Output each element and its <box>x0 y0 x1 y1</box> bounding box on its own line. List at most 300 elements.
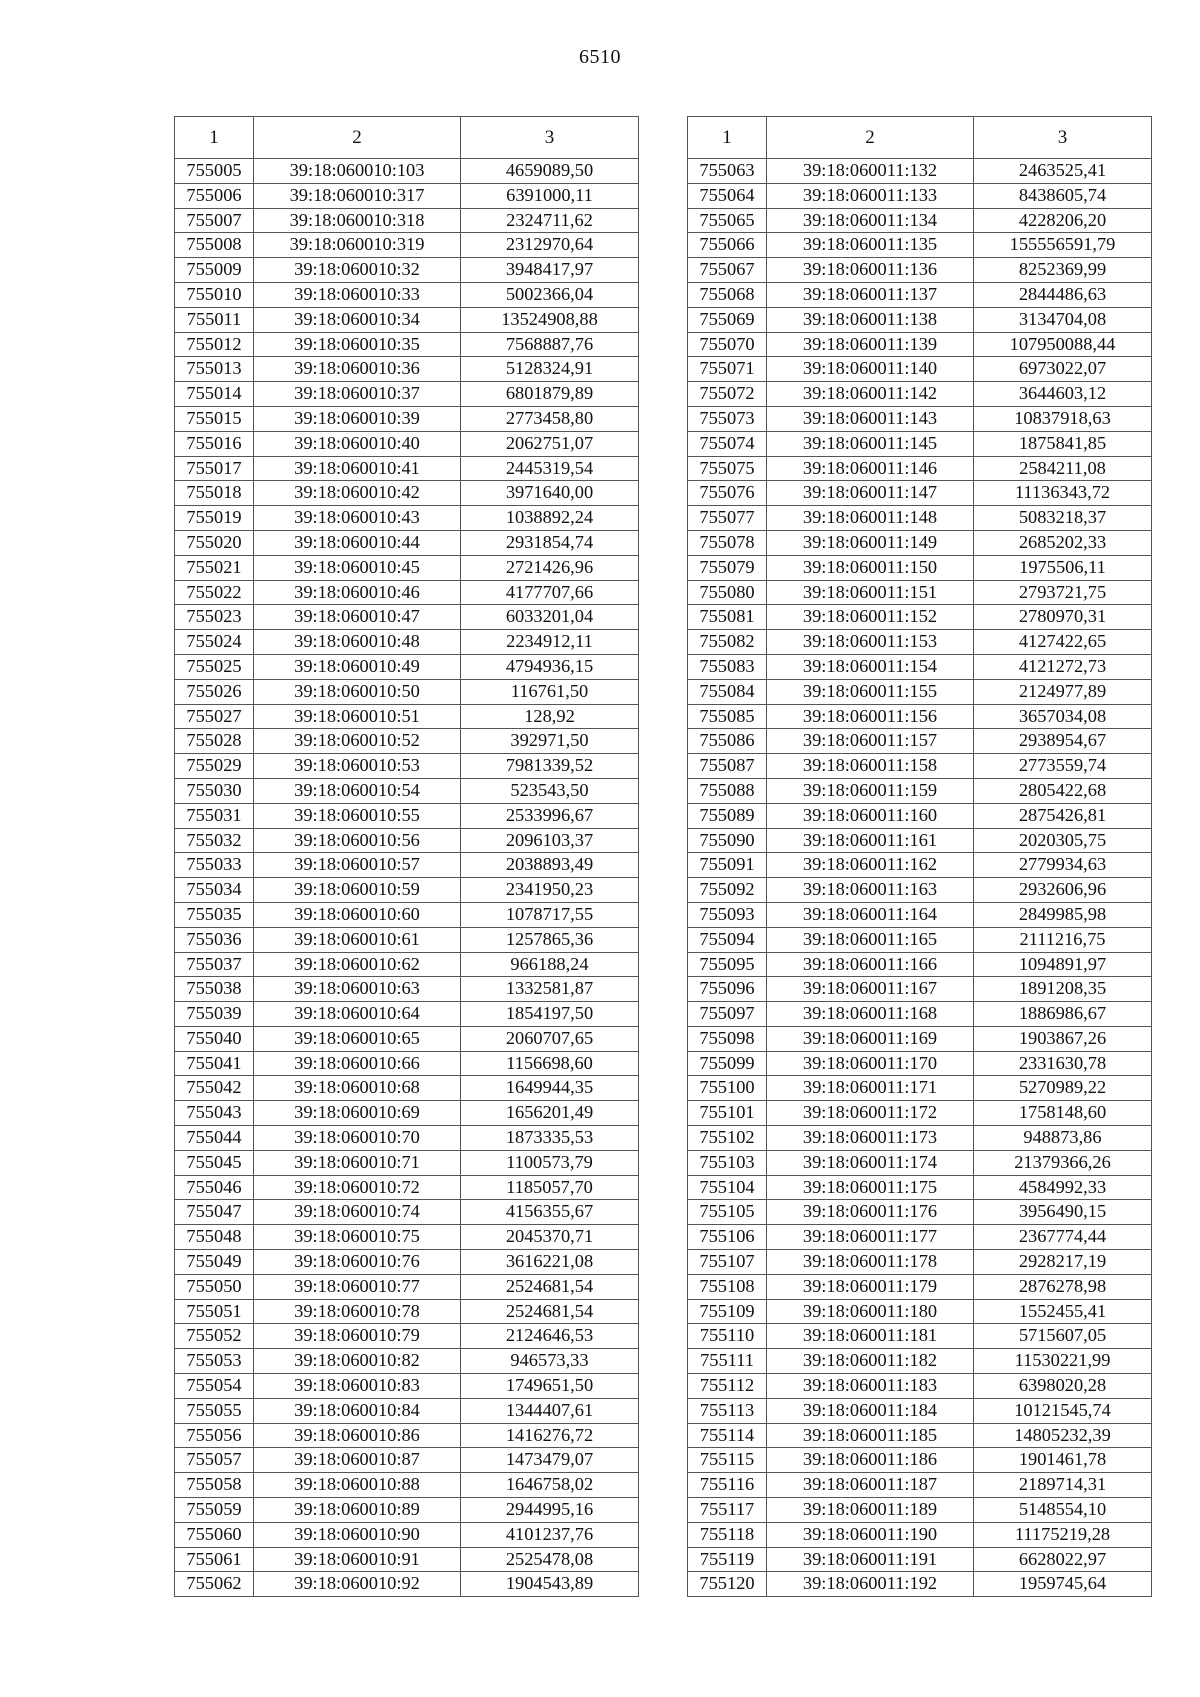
table-row <box>175 282 639 307</box>
value-cell: 3616221,08 <box>461 1250 639 1275</box>
table-row <box>175 1200 639 1225</box>
table-row <box>175 1002 639 1027</box>
value-cell: 155556591,79 <box>974 233 1152 258</box>
value-cell: 2685202,33 <box>974 530 1152 555</box>
value-cell: 1873335,53 <box>461 1126 639 1151</box>
cadastral-number-cell: 39:18:060010:57 <box>254 853 461 878</box>
table-row <box>175 1126 639 1151</box>
cadastral-number-cell: 39:18:060011:190 <box>767 1522 974 1547</box>
value-cell: 2773458,80 <box>461 406 639 431</box>
value-cell: 1758148,60 <box>974 1101 1152 1126</box>
value-cell: 1156698,60 <box>461 1051 639 1076</box>
value-cell: 4228206,20 <box>974 208 1152 233</box>
table-row <box>688 159 1152 184</box>
table-row <box>175 1175 639 1200</box>
row-number-cell: 755040 <box>175 1026 254 1051</box>
cadastral-number-cell: 39:18:060010:51 <box>254 704 461 729</box>
cadastral-number-cell: 39:18:060010:49 <box>254 654 461 679</box>
table-row <box>175 977 639 1002</box>
row-number-cell: 755032 <box>175 828 254 853</box>
value-cell: 1886986,67 <box>974 1002 1152 1027</box>
value-cell: 3134704,08 <box>974 307 1152 332</box>
table-row <box>688 307 1152 332</box>
table-row <box>175 1225 639 1250</box>
table-row <box>688 555 1152 580</box>
value-cell: 1904543,89 <box>461 1572 639 1597</box>
left-table-body <box>175 159 639 1597</box>
cadastral-number-cell: 39:18:060010:35 <box>254 332 461 357</box>
value-cell: 946573,33 <box>461 1349 639 1374</box>
value-cell: 2844486,63 <box>974 282 1152 307</box>
column-header: 2 <box>767 117 974 159</box>
cadastral-number-cell: 39:18:060011:139 <box>767 332 974 357</box>
left-table <box>174 116 639 1597</box>
table-row <box>175 630 639 655</box>
table-row <box>688 828 1152 853</box>
cadastral-number-cell: 39:18:060011:165 <box>767 927 974 952</box>
row-number-cell: 755042 <box>175 1076 254 1101</box>
cadastral-number-cell: 39:18:060011:154 <box>767 654 974 679</box>
row-number-cell: 755061 <box>175 1547 254 1572</box>
cadastral-number-cell: 39:18:060011:186 <box>767 1448 974 1473</box>
row-number-cell: 755113 <box>688 1398 767 1423</box>
table-row <box>688 1349 1152 1374</box>
cadastral-number-cell: 39:18:060011:170 <box>767 1051 974 1076</box>
table-row <box>688 481 1152 506</box>
cadastral-number-cell: 39:18:060011:151 <box>767 580 974 605</box>
row-number-cell: 755031 <box>175 803 254 828</box>
cadastral-number-cell: 39:18:060010:90 <box>254 1522 461 1547</box>
value-cell: 1901461,78 <box>974 1448 1152 1473</box>
value-cell: 4659089,50 <box>461 159 639 184</box>
row-number-cell: 755024 <box>175 630 254 655</box>
row-number-cell: 755097 <box>688 1002 767 1027</box>
value-cell: 3971640,00 <box>461 481 639 506</box>
cadastral-number-cell: 39:18:060010:40 <box>254 431 461 456</box>
row-number-cell: 755029 <box>175 754 254 779</box>
value-cell: 1891208,35 <box>974 977 1152 1002</box>
value-cell: 1473479,07 <box>461 1448 639 1473</box>
row-number-cell: 755033 <box>175 853 254 878</box>
table-row <box>688 357 1152 382</box>
table-row <box>688 506 1152 531</box>
table-row <box>688 1101 1152 1126</box>
row-number-cell: 755047 <box>175 1200 254 1225</box>
value-cell: 5083218,37 <box>974 506 1152 531</box>
row-number-cell: 755093 <box>688 902 767 927</box>
left-table-header <box>175 117 639 159</box>
value-cell: 1038892,24 <box>461 506 639 531</box>
value-cell: 6801879,89 <box>461 382 639 407</box>
table-row <box>688 258 1152 283</box>
value-cell: 3657034,08 <box>974 704 1152 729</box>
table-row <box>175 530 639 555</box>
table-row <box>175 208 639 233</box>
cadastral-number-cell: 39:18:060011:174 <box>767 1150 974 1175</box>
row-number-cell: 755035 <box>175 902 254 927</box>
table-row <box>688 754 1152 779</box>
value-cell: 2234912,11 <box>461 630 639 655</box>
row-number-cell: 755050 <box>175 1274 254 1299</box>
row-number-cell: 755065 <box>688 208 767 233</box>
row-number-cell: 755098 <box>688 1026 767 1051</box>
table-row <box>688 431 1152 456</box>
cadastral-number-cell: 39:18:060010:89 <box>254 1498 461 1523</box>
value-cell: 1854197,50 <box>461 1002 639 1027</box>
row-number-cell: 755110 <box>688 1324 767 1349</box>
cadastral-number-cell: 39:18:060011:135 <box>767 233 974 258</box>
row-number-cell: 755011 <box>175 307 254 332</box>
value-cell: 11530221,99 <box>974 1349 1152 1374</box>
table-row <box>688 630 1152 655</box>
cadastral-number-cell: 39:18:060011:182 <box>767 1349 974 1374</box>
row-number-cell: 755009 <box>175 258 254 283</box>
cadastral-number-cell: 39:18:060010:65 <box>254 1026 461 1051</box>
cadastral-number-cell: 39:18:060011:153 <box>767 630 974 655</box>
table-row <box>175 406 639 431</box>
row-number-cell: 755087 <box>688 754 767 779</box>
cadastral-number-cell: 39:18:060010:91 <box>254 1547 461 1572</box>
row-number-cell: 755043 <box>175 1101 254 1126</box>
table-row <box>688 530 1152 555</box>
cadastral-number-cell: 39:18:060011:181 <box>767 1324 974 1349</box>
value-cell: 1656201,49 <box>461 1101 639 1126</box>
cadastral-number-cell: 39:18:060010:88 <box>254 1473 461 1498</box>
value-cell: 13524908,88 <box>461 307 639 332</box>
value-cell: 5128324,91 <box>461 357 639 382</box>
row-number-cell: 755056 <box>175 1423 254 1448</box>
row-number-cell: 755057 <box>175 1448 254 1473</box>
value-cell: 21379366,26 <box>974 1150 1152 1175</box>
cadastral-number-cell: 39:18:060011:136 <box>767 258 974 283</box>
value-cell: 1416276,72 <box>461 1423 639 1448</box>
value-cell: 1100573,79 <box>461 1150 639 1175</box>
row-number-cell: 755025 <box>175 654 254 679</box>
cadastral-number-cell: 39:18:060010:50 <box>254 679 461 704</box>
cadastral-number-cell: 39:18:060011:191 <box>767 1547 974 1572</box>
table-row <box>175 1299 639 1324</box>
table-row <box>688 704 1152 729</box>
row-number-cell: 755119 <box>688 1547 767 1572</box>
row-number-cell: 755069 <box>688 307 767 332</box>
value-cell: 11175219,28 <box>974 1522 1152 1547</box>
row-number-cell: 755045 <box>175 1150 254 1175</box>
table-row <box>688 1150 1152 1175</box>
row-number-cell: 755026 <box>175 679 254 704</box>
cadastral-number-cell: 39:18:060010:70 <box>254 1126 461 1151</box>
cadastral-number-cell: 39:18:060011:184 <box>767 1398 974 1423</box>
table-row <box>175 1349 639 1374</box>
table-row <box>688 952 1152 977</box>
table-row <box>175 506 639 531</box>
cadastral-number-cell: 39:18:060011:147 <box>767 481 974 506</box>
cadastral-number-cell: 39:18:060010:66 <box>254 1051 461 1076</box>
cadastral-number-cell: 39:18:060010:317 <box>254 183 461 208</box>
row-number-cell: 755102 <box>688 1126 767 1151</box>
cadastral-number-cell: 39:18:060011:160 <box>767 803 974 828</box>
value-cell: 5002366,04 <box>461 282 639 307</box>
row-number-cell: 755015 <box>175 406 254 431</box>
value-cell: 2062751,07 <box>461 431 639 456</box>
table-row <box>175 853 639 878</box>
row-number-cell: 755016 <box>175 431 254 456</box>
cadastral-number-cell: 39:18:060011:134 <box>767 208 974 233</box>
value-cell: 8252369,99 <box>974 258 1152 283</box>
table-row <box>688 1026 1152 1051</box>
value-cell: 1344407,61 <box>461 1398 639 1423</box>
table-row <box>175 1324 639 1349</box>
value-cell: 2096103,37 <box>461 828 639 853</box>
table-row <box>175 1026 639 1051</box>
value-cell: 7981339,52 <box>461 754 639 779</box>
table-row <box>175 1547 639 1572</box>
value-cell: 2773559,74 <box>974 754 1152 779</box>
value-cell: 2533996,67 <box>461 803 639 828</box>
row-number-cell: 755021 <box>175 555 254 580</box>
table-row <box>175 803 639 828</box>
value-cell: 2849985,98 <box>974 902 1152 927</box>
row-number-cell: 755019 <box>175 506 254 531</box>
row-number-cell: 755080 <box>688 580 767 605</box>
cadastral-number-cell: 39:18:060010:63 <box>254 977 461 1002</box>
value-cell: 948873,86 <box>974 1126 1152 1151</box>
table-row <box>175 1101 639 1126</box>
table-row <box>688 1299 1152 1324</box>
row-number-cell: 755037 <box>175 952 254 977</box>
row-number-cell: 755091 <box>688 853 767 878</box>
row-number-cell: 755013 <box>175 357 254 382</box>
row-number-cell: 755010 <box>175 282 254 307</box>
cadastral-number-cell: 39:18:060011:173 <box>767 1126 974 1151</box>
value-cell: 11136343,72 <box>974 481 1152 506</box>
column-header: 1 <box>688 117 767 159</box>
cadastral-number-cell: 39:18:060011:175 <box>767 1175 974 1200</box>
value-cell: 2124977,89 <box>974 679 1152 704</box>
cadastral-number-cell: 39:18:060010:55 <box>254 803 461 828</box>
value-cell: 4121272,73 <box>974 654 1152 679</box>
value-cell: 2931854,74 <box>461 530 639 555</box>
cadastral-number-cell: 39:18:060011:183 <box>767 1374 974 1399</box>
row-number-cell: 755038 <box>175 977 254 1002</box>
row-number-cell: 755108 <box>688 1274 767 1299</box>
row-number-cell: 755081 <box>688 605 767 630</box>
table-row <box>688 927 1152 952</box>
row-number-cell: 755114 <box>688 1423 767 1448</box>
cadastral-number-cell: 39:18:060011:167 <box>767 977 974 1002</box>
cadastral-number-cell: 39:18:060010:87 <box>254 1448 461 1473</box>
value-cell: 2020305,75 <box>974 828 1152 853</box>
table-row <box>688 778 1152 803</box>
row-number-cell: 755103 <box>688 1150 767 1175</box>
value-cell: 2111216,75 <box>974 927 1152 952</box>
row-number-cell: 755063 <box>688 159 767 184</box>
value-cell: 4177707,66 <box>461 580 639 605</box>
value-cell: 116761,50 <box>461 679 639 704</box>
table-row <box>688 406 1152 431</box>
table-row <box>688 1572 1152 1597</box>
row-number-cell: 755070 <box>688 332 767 357</box>
row-number-cell: 755008 <box>175 233 254 258</box>
column-header: 3 <box>974 117 1152 159</box>
value-cell: 2324711,62 <box>461 208 639 233</box>
value-cell: 10121545,74 <box>974 1398 1152 1423</box>
cadastral-number-cell: 39:18:060011:149 <box>767 530 974 555</box>
cadastral-number-cell: 39:18:060010:32 <box>254 258 461 283</box>
table-row <box>175 952 639 977</box>
cadastral-number-cell: 39:18:060011:172 <box>767 1101 974 1126</box>
value-cell: 3948417,97 <box>461 258 639 283</box>
value-cell: 2124646,53 <box>461 1324 639 1349</box>
table-row <box>688 1547 1152 1572</box>
cadastral-number-cell: 39:18:060010:84 <box>254 1398 461 1423</box>
row-number-cell: 755092 <box>688 878 767 903</box>
value-cell: 2938954,67 <box>974 729 1152 754</box>
table-row <box>175 902 639 927</box>
cadastral-number-cell: 39:18:060011:138 <box>767 307 974 332</box>
table-row <box>688 1324 1152 1349</box>
cadastral-number-cell: 39:18:060010:54 <box>254 778 461 803</box>
value-cell: 6628022,97 <box>974 1547 1152 1572</box>
cadastral-number-cell: 39:18:060011:169 <box>767 1026 974 1051</box>
cadastral-number-cell: 39:18:060011:155 <box>767 679 974 704</box>
row-number-cell: 755105 <box>688 1200 767 1225</box>
table-row <box>175 1423 639 1448</box>
table-row <box>175 357 639 382</box>
value-cell: 2584211,08 <box>974 456 1152 481</box>
table-row <box>688 580 1152 605</box>
row-number-cell: 755106 <box>688 1225 767 1250</box>
value-cell: 4101237,76 <box>461 1522 639 1547</box>
cadastral-number-cell: 39:18:060011:152 <box>767 605 974 630</box>
table-row <box>688 332 1152 357</box>
value-cell: 128,92 <box>461 704 639 729</box>
cadastral-number-cell: 39:18:060010:64 <box>254 1002 461 1027</box>
table-row <box>175 1274 639 1299</box>
cadastral-number-cell: 39:18:060010:47 <box>254 605 461 630</box>
row-number-cell: 755022 <box>175 580 254 605</box>
cadastral-number-cell: 39:18:060011:163 <box>767 878 974 903</box>
row-number-cell: 755020 <box>175 530 254 555</box>
column-header: 2 <box>254 117 461 159</box>
table-row <box>175 481 639 506</box>
row-number-cell: 755072 <box>688 382 767 407</box>
value-cell: 2060707,65 <box>461 1026 639 1051</box>
table-row <box>175 1572 639 1597</box>
cadastral-number-cell: 39:18:060010:33 <box>254 282 461 307</box>
cadastral-number-cell: 39:18:060011:158 <box>767 754 974 779</box>
row-number-cell: 755053 <box>175 1349 254 1374</box>
row-number-cell: 755017 <box>175 456 254 481</box>
value-cell: 3956490,15 <box>974 1200 1152 1225</box>
value-cell: 966188,24 <box>461 952 639 977</box>
cadastral-number-cell: 39:18:060011:162 <box>767 853 974 878</box>
value-cell: 7568887,76 <box>461 332 639 357</box>
value-cell: 10837918,63 <box>974 406 1152 431</box>
cadastral-number-cell: 39:18:060010:45 <box>254 555 461 580</box>
row-number-cell: 755085 <box>688 704 767 729</box>
cadastral-number-cell: 39:18:060011:180 <box>767 1299 974 1324</box>
row-number-cell: 755115 <box>688 1448 767 1473</box>
row-number-cell: 755075 <box>688 456 767 481</box>
value-cell: 392971,50 <box>461 729 639 754</box>
cadastral-number-cell: 39:18:060011:157 <box>767 729 974 754</box>
row-number-cell: 755082 <box>688 630 767 655</box>
cadastral-number-cell: 39:18:060011:176 <box>767 1200 974 1225</box>
row-number-cell: 755096 <box>688 977 767 1002</box>
table-row <box>688 208 1152 233</box>
value-cell: 1332581,87 <box>461 977 639 1002</box>
table-row <box>175 878 639 903</box>
table-row <box>175 778 639 803</box>
row-number-cell: 755089 <box>688 803 767 828</box>
table-row <box>175 382 639 407</box>
table-row <box>175 580 639 605</box>
value-cell: 1552455,41 <box>974 1299 1152 1324</box>
row-number-cell: 755104 <box>688 1175 767 1200</box>
value-cell: 2445319,54 <box>461 456 639 481</box>
value-cell: 2793721,75 <box>974 580 1152 605</box>
table-row <box>175 654 639 679</box>
value-cell: 2805422,68 <box>974 778 1152 803</box>
table-row <box>688 1398 1152 1423</box>
value-cell: 6973022,07 <box>974 357 1152 382</box>
cadastral-number-cell: 39:18:060010:75 <box>254 1225 461 1250</box>
table-row <box>688 1498 1152 1523</box>
row-number-cell: 755051 <box>175 1299 254 1324</box>
table-row <box>175 679 639 704</box>
row-number-cell: 755034 <box>175 878 254 903</box>
table-row <box>175 1250 639 1275</box>
table-row <box>688 1522 1152 1547</box>
table-row <box>175 1051 639 1076</box>
row-number-cell: 755120 <box>688 1572 767 1597</box>
cadastral-number-cell: 39:18:060011:146 <box>767 456 974 481</box>
cadastral-number-cell: 39:18:060011:161 <box>767 828 974 853</box>
row-number-cell: 755111 <box>688 1349 767 1374</box>
value-cell: 2524681,54 <box>461 1274 639 1299</box>
cadastral-number-cell: 39:18:060011:168 <box>767 1002 974 1027</box>
value-cell: 4794936,15 <box>461 654 639 679</box>
table-row <box>175 332 639 357</box>
row-number-cell: 755095 <box>688 952 767 977</box>
cadastral-number-cell: 39:18:060010:42 <box>254 481 461 506</box>
table-row <box>175 754 639 779</box>
table-row <box>688 1473 1152 1498</box>
table-row <box>175 183 639 208</box>
cadastral-number-cell: 39:18:060010:74 <box>254 1200 461 1225</box>
row-number-cell: 755090 <box>688 828 767 853</box>
table-row <box>688 902 1152 927</box>
row-number-cell: 755030 <box>175 778 254 803</box>
row-number-cell: 755046 <box>175 1175 254 1200</box>
row-number-cell: 755058 <box>175 1473 254 1498</box>
table-row <box>175 456 639 481</box>
value-cell: 1875841,85 <box>974 431 1152 456</box>
table-row <box>688 233 1152 258</box>
cadastral-number-cell: 39:18:060011:145 <box>767 431 974 456</box>
value-cell: 2331630,78 <box>974 1051 1152 1076</box>
value-cell: 8438605,74 <box>974 183 1152 208</box>
value-cell: 14805232,39 <box>974 1423 1152 1448</box>
cadastral-number-cell: 39:18:060010:44 <box>254 530 461 555</box>
cadastral-number-cell: 39:18:060010:53 <box>254 754 461 779</box>
value-cell: 523543,50 <box>461 778 639 803</box>
table-row <box>175 159 639 184</box>
row-number-cell: 755054 <box>175 1374 254 1399</box>
cadastral-number-cell: 39:18:060011:164 <box>767 902 974 927</box>
row-number-cell: 755079 <box>688 555 767 580</box>
cadastral-number-cell: 39:18:060011:187 <box>767 1473 974 1498</box>
